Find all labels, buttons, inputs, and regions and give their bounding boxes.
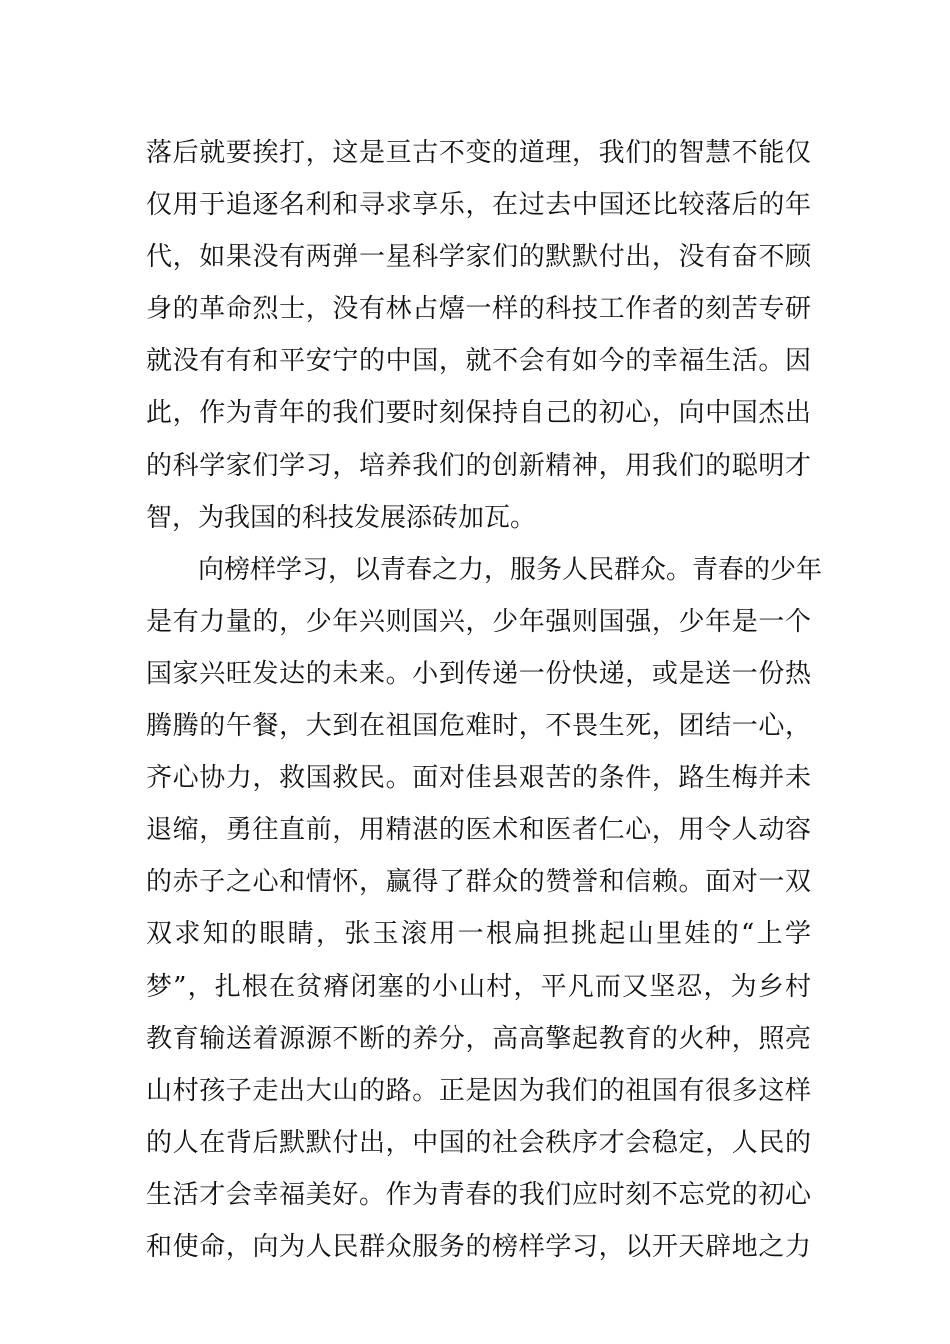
text-line: 智，为我国的科技发展添砖加瓦。 — [146, 502, 537, 533]
text-line: 退缩，勇往直前，用精湛的医术和医者仁心，用令人动容 — [146, 815, 811, 846]
text-line: 此，作为青年的我们要时刻保持自己的初心，向中国杰出 — [146, 398, 811, 429]
text-line: 腾腾的午餐，大到在祖国危难时，不畏生死，团结一心， — [146, 711, 811, 742]
text-line: 教育输送着源源不断的养分，高高擎起教育的火种，照亮 — [146, 1023, 811, 1054]
text-line: 齐心协力，救国救民。面对佳县艰苦的条件，路生梅并未 — [146, 763, 811, 794]
text-line: 落后就要挨打，这是亘古不变的道理，我们的智慧不能仅 — [146, 138, 811, 168]
body-text — [146, 127, 823, 1273]
text-line: 和使命，向为人民群众服务的榜样学习，以开天辟地之力 — [146, 1231, 811, 1262]
text-line: 山村孩子走出大山的路。正是因为我们的祖国有很多这样 — [146, 1075, 811, 1106]
text-line: 是有力量的，少年兴则国兴，少年强则国强，少年是一个 — [146, 606, 811, 637]
text-line: 仅用于追逐名利和寻求享乐，在过去中国还比较落后的年 — [146, 190, 811, 221]
text-line: 代，如果没有两弹一星科学家们的默默付出，没有奋不顾 — [146, 242, 811, 273]
text-line: 的人在背后默默付出，中国的社会秩序才会稳定，人民的 — [146, 1127, 811, 1158]
text-line: 梦”，扎根在贫瘠闭塞的小山村，平凡而又坚忍，为乡村 — [146, 971, 811, 1002]
text-line: 国家兴旺发达的未来。小到传递一份快递，或是送一份热 — [146, 658, 811, 689]
text-line: 身的革命烈士，没有林占熺一样的科技工作者的刻苦专研 — [146, 294, 811, 325]
text-line: 就没有有和平安宁的中国，就不会有如今的幸福生活。因 — [146, 346, 811, 377]
text-line: 双求知的眼睛，张玉滚用一根扁担挑起山里娃的“上学 — [146, 919, 811, 950]
paragraph — [146, 127, 811, 544]
text-line: 向榜样学习，以青春之力，服务人民群众。青春的少年 — [146, 554, 823, 585]
text-line: 的科学家们学习，培养我们的创新精神，用我们的聪明才 — [146, 450, 811, 481]
text-line: 的赤子之心和情怀，赢得了群众的赞誉和信赖。面对一双 — [146, 867, 811, 898]
text-line: 生活才会幸福美好。作为青春的我们应时刻不忘党的初心 — [146, 1179, 811, 1210]
paragraph — [146, 544, 823, 1273]
